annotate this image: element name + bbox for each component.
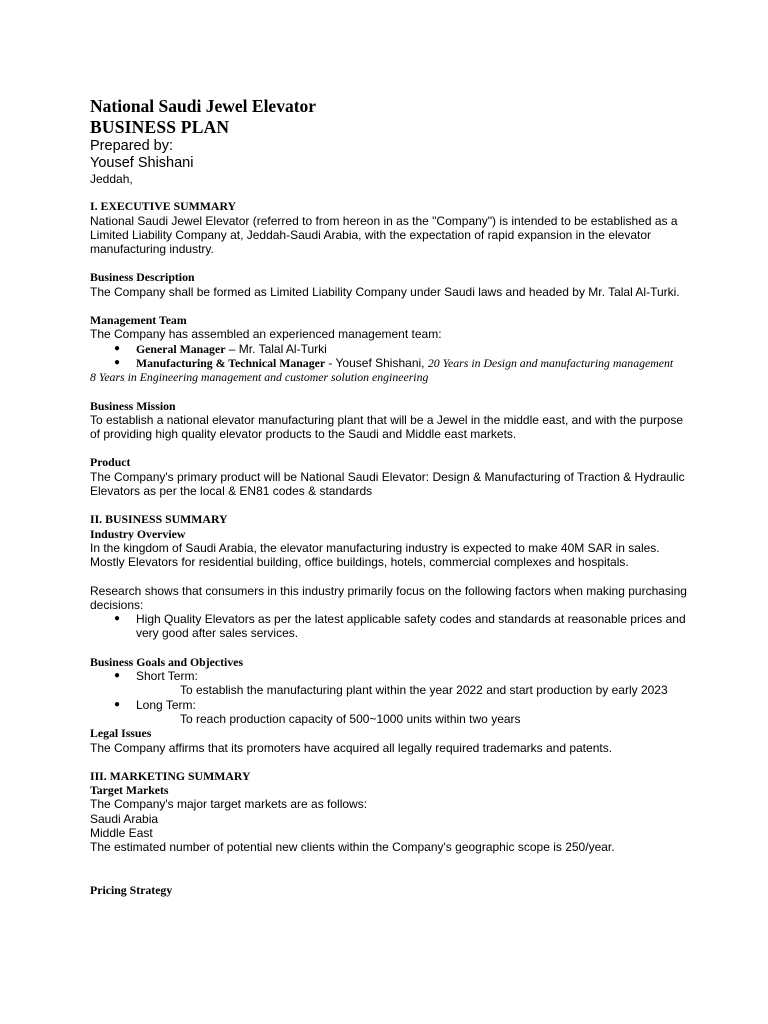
business-description-heading: Business Description (90, 270, 195, 285)
bullet-icon: ● (114, 342, 121, 354)
industry-overview-text: In the kingdom of Saudi Arabia, the elevator manufacturing industry is expected to make 40M SAR in sales. Mostly Elevators for residential building, office buildings, hotels, commercial complexes and hospitals. (90, 540, 660, 570)
location-text: Jeddah, (90, 172, 133, 186)
member-name: Yousef Shishani, (335, 355, 428, 370)
list-item (90, 669, 690, 683)
business-mission-heading: Business Mission (90, 398, 176, 413)
goal-label: Long Term: (136, 697, 196, 712)
product-text: The Company's primary product will be National Saudi Elevator: Design & Manufacturing of Traction & Hydraulic Elevators as per the local & EN81 codes & standards (90, 469, 685, 499)
list-item (90, 356, 690, 370)
company-title: National Saudi Jewel Elevator (90, 96, 317, 116)
executive-summary-text: National Saudi Jewel Elevator (referred to from hereon in as the "Company") is intended to be established as a Limited Liability Company at, Jeddah-Saudi Arabia, with the expectation of rapid expansion in the elevator manufacturing industry. (90, 213, 678, 257)
bullet-icon: ● (114, 613, 121, 625)
management-team-intro: The Company has assembled an experienced management team: (90, 327, 442, 342)
management-team-list (90, 342, 690, 371)
marketing-summary-heading: III. MARKETING SUMMARY (90, 768, 251, 783)
management-team-heading: Management Team (90, 313, 187, 328)
product-heading: Product (90, 455, 131, 470)
factor-text: High Quality Elevators as per the latest applicable safety codes and standards at reasonable prices and very good after sales services. (136, 612, 686, 641)
goal-label: Short Term: (136, 669, 198, 684)
list-item (90, 612, 690, 641)
market-item: Saudi Arabia (90, 811, 159, 826)
clients-estimate-text: The estimated number of potential new clients within the Company's geographic scope is 250/year. (90, 840, 615, 855)
list-item (90, 698, 690, 712)
market-item: Middle East (90, 825, 153, 840)
target-markets-intro: The Company's major target markets are as follows: (90, 797, 368, 812)
legal-issues-heading: Legal Issues (90, 726, 152, 741)
executive-summary-heading: I. EXECUTIVE SUMMARY (90, 199, 237, 214)
document-type-title: BUSINESS PLAN (90, 117, 230, 137)
list-item (90, 342, 690, 356)
goal-text: To establish the manufacturing plant within the year 2022 and start production by early 2023 (180, 683, 668, 698)
bullet-icon: ● (114, 356, 121, 368)
goals-heading: Business Goals and Objectives (90, 654, 244, 669)
member-detail: 20 Years in Design and manufacturing management (427, 355, 674, 370)
pricing-strategy-heading: Pricing Strategy (90, 882, 173, 897)
industry-overview-heading: Industry Overview (90, 526, 186, 541)
goals-list (90, 669, 690, 683)
business-mission-text: To establish a national elevator manufacturing plant that will be a Jewel in the middle east, and with the purpose of providing high quality elevator products to the Saudi and Middle east markets. (90, 412, 684, 442)
business-summary-heading: II. BUSINESS SUMMARY (90, 512, 228, 527)
bullet-icon: ● (114, 698, 121, 710)
member-role: General Manager (136, 341, 226, 356)
target-markets-heading: Target Markets (90, 783, 169, 798)
prepared-by-label: Prepared by: (90, 138, 174, 154)
business-description-text: The Company shall be formed as Limited Liability Company under Saudi laws and headed by Mr. Talal Al-Turki. (90, 284, 680, 299)
member-separator: - (325, 355, 336, 370)
legal-issues-text: The Company affirms that its promoters have acquired all legally required trademarks and patents. (90, 740, 613, 755)
document-page (90, 96, 690, 897)
management-team-note: 8 Years in Engineering management and customer solution engineering (90, 370, 429, 385)
goal-text: To reach production capacity of 500~1000 units within two years (180, 711, 521, 726)
author-name: Yousef Shishani (90, 155, 194, 171)
member-separator: – (225, 341, 239, 356)
factors-list (90, 612, 690, 641)
bullet-icon: ● (114, 670, 121, 682)
research-text: Research shows that consumers in this industry primarily focus on the following factors when making purchasing decisions: (90, 583, 687, 612)
goals-list (90, 698, 690, 712)
member-role: Manufacturing & Technical Manager (136, 355, 326, 370)
member-name: Mr. Talal Al-Turki (238, 341, 327, 356)
